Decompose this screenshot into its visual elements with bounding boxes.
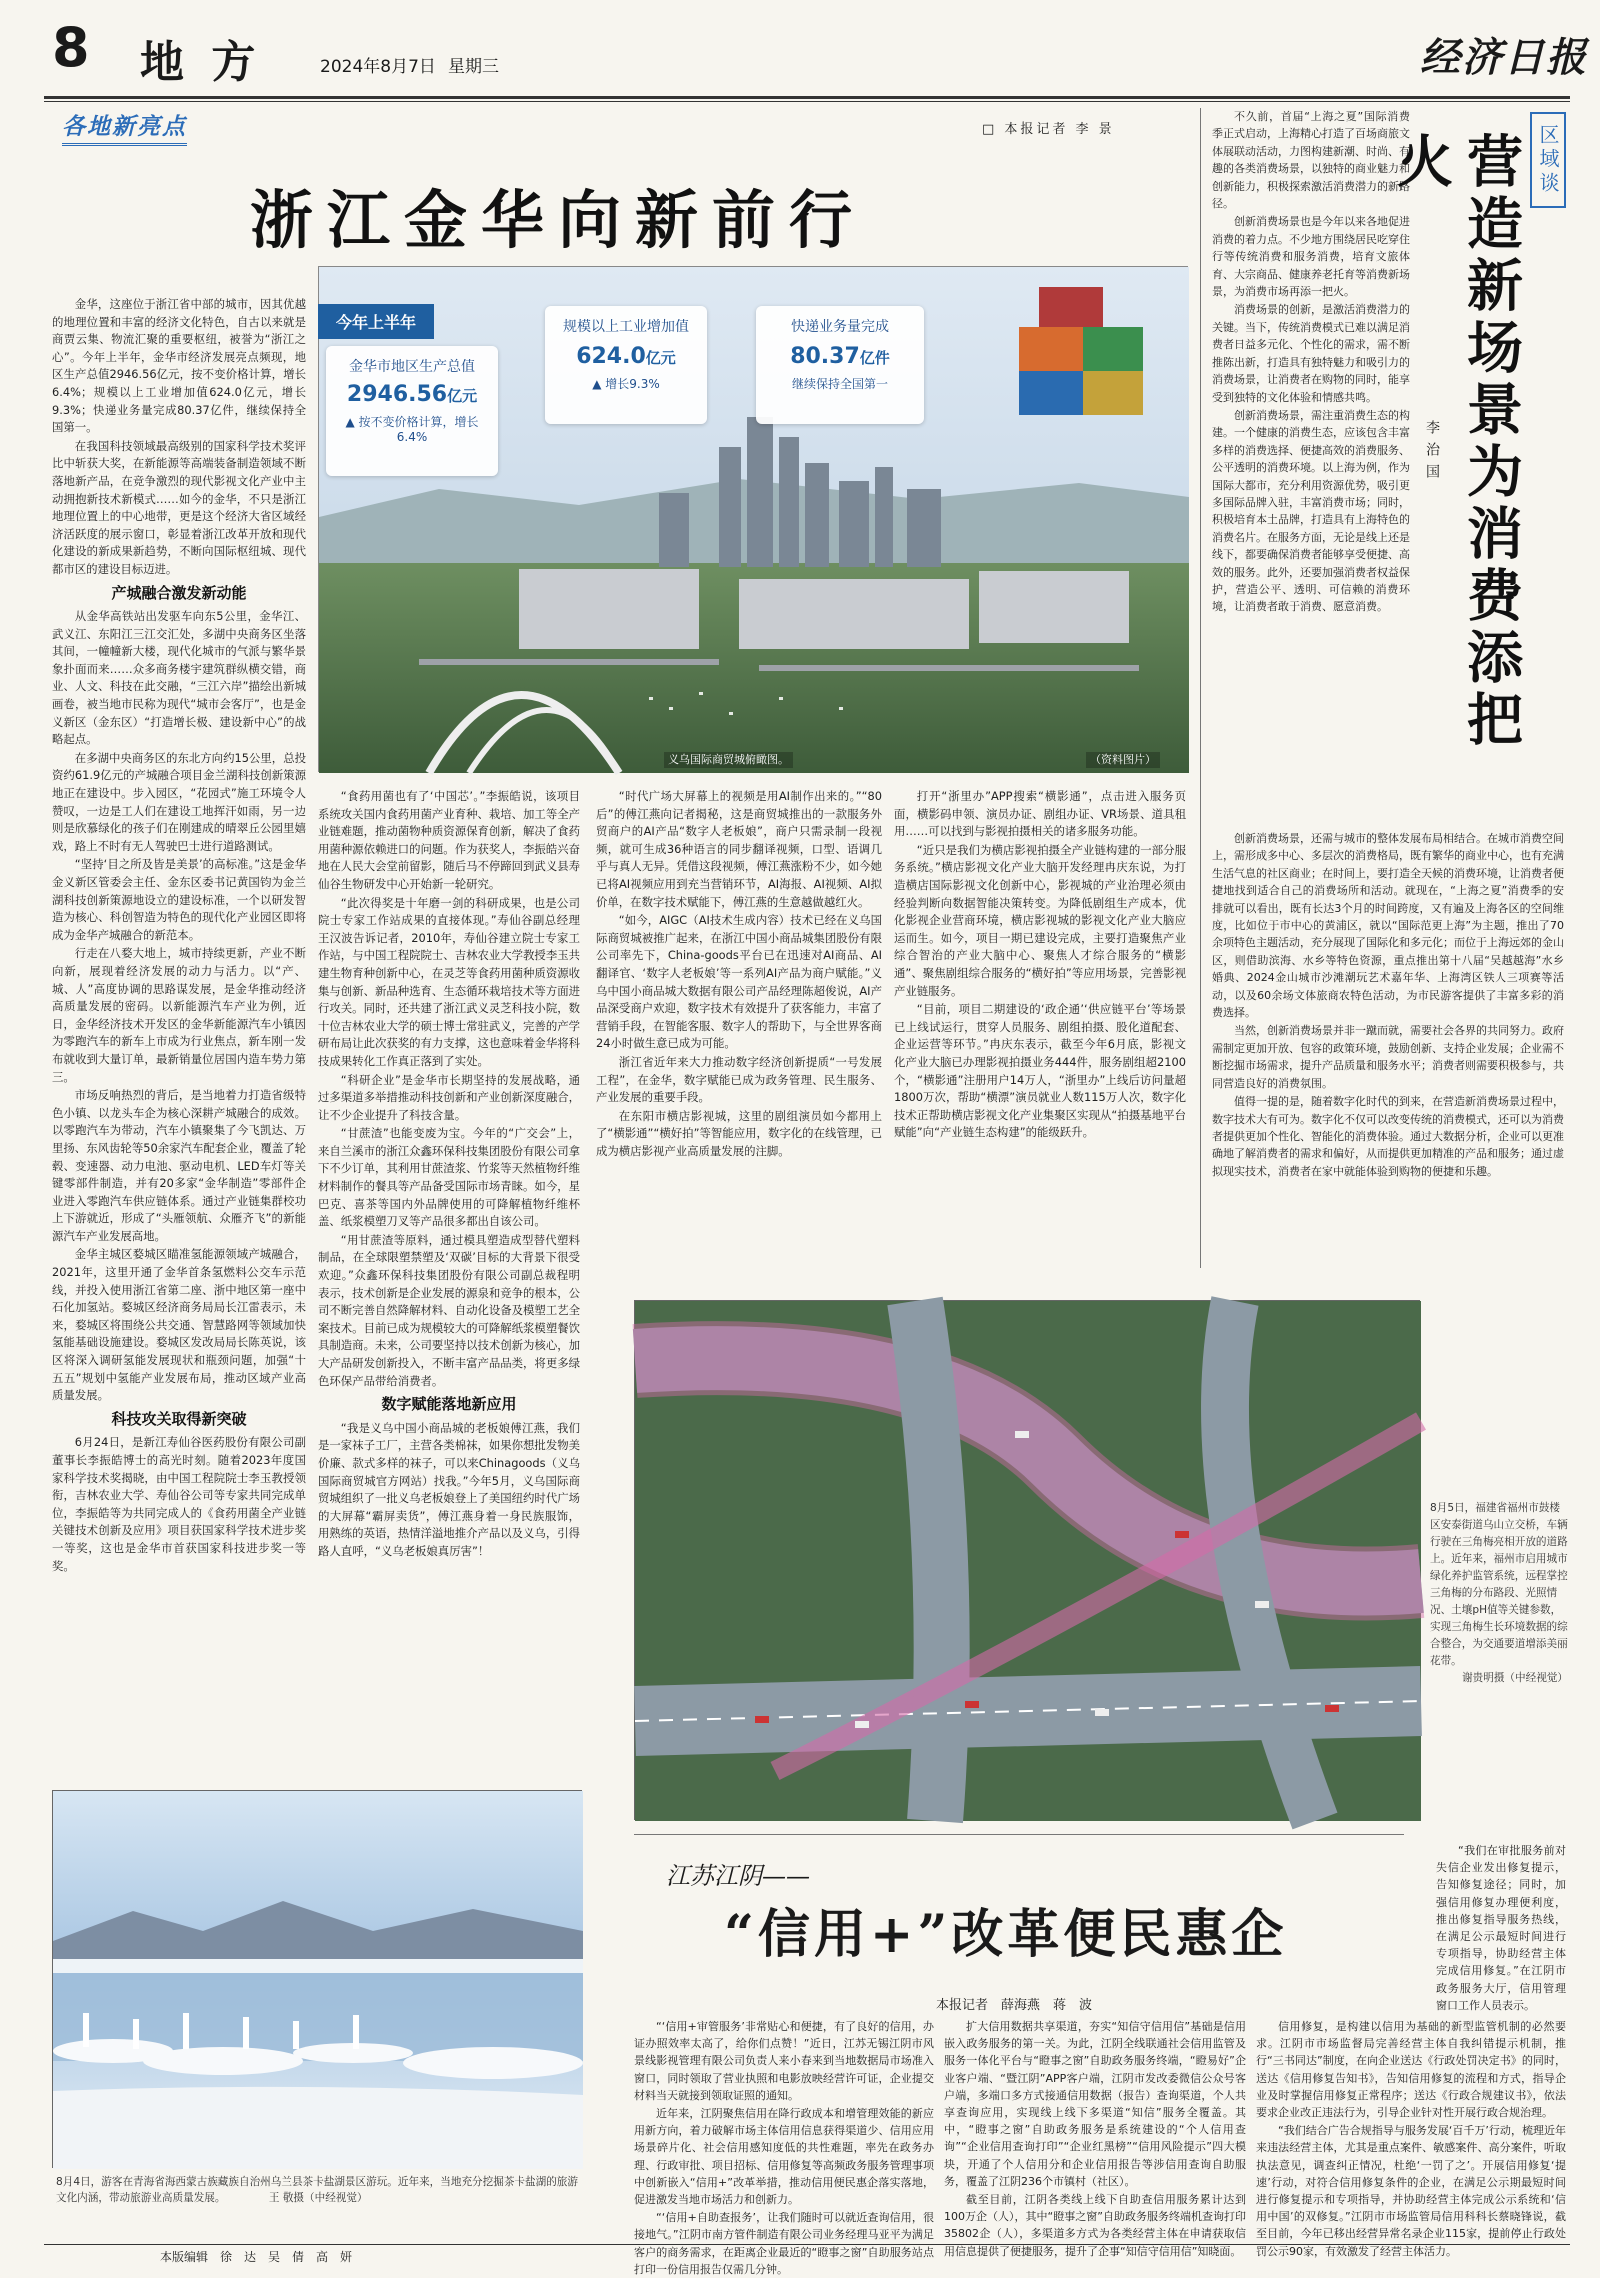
column-tag: 各地新亮点 (62, 108, 187, 146)
jiangyin-kicker: 江苏江阴—— (666, 1862, 810, 1890)
body-paragraph: 打开“浙里办”APP搜索“横影通”，点击进入服务页面，横影码申领、演员办证、剧组办证、VR场景、道具租用……可以找到与影视拍摄相关的诸多服务功能。 (894, 789, 1186, 839)
masthead-rule-thin (44, 101, 1570, 102)
jiangyin-column-2 (944, 2018, 1246, 2258)
intro-paragraph: 金华，这座位于浙江省中部的城市，因其优越的地理位置和丰富的经济文化特色，自古以来就是商贾云集、物流汇聚的重要枢纽，被誉为“浙江之心”。今年上半年，金华市经济发展亮点频现，地区生产总值2946.56亿元，按不变价格计算，增长6.4%；规模以上工业增加值624.0亿元，增长9.3%；快递业务量完成80.37亿件，继续保持全国第一。 (52, 297, 306, 435)
gdp-value (326, 382, 498, 407)
jiangyin-top-rule (634, 1834, 1404, 1835)
commentary-author: 李治国 (1424, 420, 1440, 486)
jiangyin-column-4 (1256, 2018, 1566, 2258)
gdp-box (326, 346, 498, 476)
article-column-2 (318, 788, 580, 1778)
interchange-illustration (635, 1301, 1421, 1821)
body-paragraph: 在东阳市横店影视城，这里的剧组演员如今都用上了“横影通”“横好拍”等智能应用，数字化的在线管理，已成为横店影视产业高质量发展的注脚。 (596, 1108, 882, 1158)
jiangyin-column-1 (634, 2018, 934, 2276)
jiangyin-paragraph: 截至目前，江阴各类线上线下自助查信用服务累计达到100万企（人），其中“瞪事之窗”自助政务服务终端机查询打印35802企（人），多渠道多方式为各类经营主体在申请获取信用信息提供了便捷服务，提升了企事“知信守信用信”知晓面。 (944, 2193, 1246, 2258)
interchange-caption-text: 8月5日，福建省福州市鼓楼区安泰街道乌山立交桥，车辆行驶在三角梅亮相开放的道路上。近年来，福州市启用城市绿化养护监管系统，远程掌控三角梅的分布路段、光照情况、土壤pH值等关键参数，实现三角梅生长环境数据的综合整合，为交通要道增添美丽花带。 (1430, 1502, 1568, 1667)
footer-rule (44, 2244, 1570, 2245)
jiangyin-headline: “信用+”改革便民惠企 (724, 1904, 1288, 1965)
section-heading: 科技攻关取得新突破 (111, 1409, 247, 1428)
gdp-unit: 亿元 (447, 387, 478, 405)
jiangyin-paragraph: “我们结合广告合规指导与服务发展‘百千万’行动，梳理近年来违法经营主体，尤其是重点案件、敏感案件、高分案件，听取执法意见，调查纠正情况，杜绝‘一罚了之’。开展信用修复‘提速’行动，对符合信用修复条件的企业，在满足公示期最短时间进行修复提示和专项指导，并协助经营主体完成公示系统和‘信用中国’的双修复。”江阴市市场监管局信用科科长蔡晓锋说，截至目前，今年已移出经营异常名录企业115家，提前停止行政处罚公示90家，有效激发了经营主体活力。 (1256, 2124, 1566, 2258)
body-paragraph: 市场反响热烈的背后，是当地着力打造省级特色小镇、以龙头车企为核心深耕产城融合的成效。以零跑汽车为带动，汽车小镇聚集了今飞凯达、万里扬、东风齿轮等50余家汽车配套企业，覆盖了轮毂、变速器、动力电池、驱动电机、LED车灯等关键零部件制造，并有20多家“金华制造”零部件企业进入零跑汽车供应链体系。通过产业链集群校功上下游就近，形成了“头雁领航、众雁齐飞”的新能源汽车产业发展高地。 (52, 1088, 306, 1243)
body-paragraph: “目前，项目二期建设的‘政企通’‘供应链平台’等场景已上线试运行，贯穿人员服务、剧组拍摄、股化道配套、企业运营等环节。”冉庆东表示，截至今年6月底，影视文化产业大脑已办理影视拍摄业务444件，服务剧组超2100个，“横影通”注册用户14万人，“浙里办”上线后访问量超1800万次，帮助“横漂”演员就业人数115万人次，数字化技术正帮助横店影视文化产业集聚区实现从“拍摄基地平台赋能”向“产业链生态构建”的能级跃升。 (894, 1002, 1186, 1140)
commentary-headline: 营造新场景为消费添把火 (1388, 132, 1524, 752)
hero-photo (318, 266, 1188, 772)
hero-photo-credit: （资料图片） (1086, 752, 1160, 768)
industry-label: 规模以上工业增加值 (563, 319, 689, 335)
commentary-column-bottom (1212, 830, 1564, 1266)
salt-lake-caption (56, 2174, 586, 2206)
headline: 浙江金华向新前行 (250, 183, 866, 257)
commentary-paragraph: 创新消费场景，需注重消费生态的构建。一个健康的消费生态，应该包含丰富多样的消费选择、便捷高效的消费服务、公平透明的消费环境。以上海为例，作为国际大都市，充分利用资源优势，吸引更多国际品牌入驻，丰富消费市场；同时，积极培育本土品牌，打造具有上海特色的消费名片。在服务方面，无论是线上还是线下，都要确保消费者能够享受便捷、高效的服务。此外，还要加强消费者权益保护，营造公平、透明、可信赖的消费环境，让消费者敢于消费、愿意消费。 (1212, 408, 1410, 614)
express-unit: 亿件 (859, 349, 890, 367)
body-paragraph: “此次得奖是十年磨一剑的科研成果，也是公司院士专家工作站成果的直接体现。”寿仙谷副总经理王汉波告诉记者，2010年，寿仙谷建立院士专家工作站，与中国工程院院士、吉林农业大学教授李玉共建生物育种创新中心，在灵芝等食药用菌种质资源收集与创新、新品种选育、生态循环栽培技术等方面进行攻关。同时，还共建了浙江武义灵芝科技小院，数十位吉林农业大学的硕士博士常驻武义，完善的产学研布局让此次获奖的有力支撑，这也意味着金华将科技成果转化工作真正落到了实处。 (318, 895, 580, 1068)
jiangyin-paragraph: 信用修复，是构建以信用为基础的新型监管机制的必然要求。江阴市市场监督局完善经营主体自我纠错提示机制，推行“三书同达”制度，在向企业送达《行政处罚决定书》的同时，送达《信用修复告知书》，告知信用修复的流程和方式，指导企业及时掌握信用修复正常程序；送达《行政合规建议书》，依法要求企业改正违法行为，引导企业针对性开展行政合规治理。 (1256, 2020, 1566, 2120)
body-paragraph: 金华主城区婺城区瞄准氢能源领域产城融合，2021年，这里开通了金华首条氢燃料公交车示范线，并投入使用浙江省第二座、浙中地区第一座中石化加氢站。婺城区经济商务局局长江雷表示，未来，婺城区将围绕公共交通、智慧路网等领域加快氢能基础设施建设。婺城区发改局局长陈英说，该区将深入调研氢能发展现状和瓶颈问题，加强“十五五”规划中氢能产业发展布局，推动区域产业高质量发展。 (52, 1247, 306, 1403)
jiangyin-paragraph: “‘信用+自助查报务’，让我们随时可以就近查询信用，很接地气。”江阴市南方管件制造有限公司业务经理马亚平为满足客户的商务需求，在距离企业最近的“瞪事之窗”自助服务站点打印一份信用报告仅需几分钟。 (634, 2211, 934, 2276)
body-paragraph: 6月24日，是新江寿仙谷医药股份有限公司副董事长李振皓博士的高光时刻。随着2023年度国家科学技术奖揭晓，由中国工程院院士李玉教授领衔，吉林农业大学、寿仙谷公司等专家共同完成单位，李振皓等为共同完成人的《食药用菌全产业链关键技术创新及应用》项目获国家科学技术进步奖一等奖，这也是金华市首获国家科技进步奖一等奖。 (52, 1435, 306, 1573)
issue-date: 2024年8月7日 (320, 57, 436, 77)
section-heading: 数字赋能落地新应用 (381, 1395, 517, 1414)
newspaper-logo: 经济日报 (1420, 34, 1588, 81)
jiangyin-byline: 本报记者 薛海燕 蒋 波 (936, 1998, 1093, 2013)
jiangyin-column-3 (1436, 1842, 1566, 2018)
city-aerial-illustration (319, 267, 1189, 773)
industry-box (545, 306, 707, 424)
interchange-photo (634, 1300, 1420, 1820)
express-value (756, 344, 924, 369)
industry-growth: ▲ 增长9.3% (592, 377, 660, 391)
body-paragraph: 从金华高铁站出发驱车向东5公里，金华江、武义江、东阳江三江交汇处，多湖中央商务区坐落其间，一幢幢新大楼，现代化城市的气派与繁华景象扑面而来……众多商务楼宇建筑群纵横交错，商业、人文、科技在此交融，“三江六岸”描绘出新城画卷，被当地市民称为现代“城市会客厅”，也是金义新区（金东区）“打造增长极、建设新中心”的战略起点。 (52, 609, 306, 747)
article-column-1 (52, 296, 306, 1774)
body-paragraph: 在多湖中央商务区的东北方向约15公里，总投资约61.9亿元的产城融合项目金兰湖科技创新策源地正在建设中。步入园区，“花园式”施工环境令人赞叹，一边是工人们在建设工地挥汗如雨，另一边则是欣慕绿化的孩子们在刚建成的晴翠丘公园里嬉戏，路上不时有无人驾驶巴士进行道路测试。 (52, 750, 306, 853)
masthead-rule (44, 96, 1570, 99)
page-number: 8 (52, 16, 90, 79)
commentary-paragraph: 值得一提的是，随着数字化时代的到来，在营造新消费场景过程中，数字技术大有可为。数字化不仅可以改变传统的消费模式，还可以为消费者提供更加个性化、智能化的消费体验。通过大数据分析，企业可以更准确地了解消费者的需求和偏好，从而提供更加精准的产品和服务；通过虚拟现实技术，消费者在家中就能体验到购物的便捷和乐趣。 (1212, 1095, 1564, 1178)
commentary-column-tag: 区域谈 (1530, 112, 1566, 208)
industry-unit: 亿元 (645, 349, 676, 367)
commentary-paragraph: 当然，创新消费场景并非一蹴而就，需要社会各界的共同努力。政府需制定更加开放、包容的政策环境，鼓励创新、支持企业发展；企业需不断挖掘市场需求，提升产品质量和服务水平；消费者则需要积极参与，共同营造良好的消费氛围。 (1212, 1024, 1564, 1090)
industry-number: 624.0 (576, 344, 646, 369)
commentary-paragraph: 创新消费场景也是今年以来各地促进消费的着力点。不少地方围绕居民吃穿住行等传统消费和服务消费，培育文旅体育、大宗商品、健康养老托育等消费新场景，为消费市场再添一把火。 (1212, 215, 1410, 299)
jiangyin-paragraph: 扩大信用数据共享渠道，夯实“知信守信用信”基础是信用嵌入政务服务的第一关。为此，江阴全线联通社会信用监管及服务一体化平台与“瞪事之窗”自助政务服务终端，“瞪易好”企业客户端、“暨江阴”APP客户端，江阴市发改委微信公众号客户端，多端口多方式接通信用数据（报告）查询渠道，个人共享查询应用，实现线上线下多渠道“知信”服务全覆盖。其中，“瞪事之窗”自助政务服务是系统建设的“个人信用查询”“企业信用查询打印”“企业红黑榜”“信用风险提示”四大模块，开通了个人信用分和企业信用报告等涉信用查询自助服务，覆盖了江阴236个市镇村（社区）。 (944, 2020, 1246, 2188)
commentary-paragraph: 不久前，首届“上海之夏”国际消费季正式启动，上海精心打造了百场商旅文体展联动活动，力图构建新潮、时尚、有趣的各类消费场景，以独特的商业魅力和创新能力，积极探索激活消费潜力的新路径。 (1212, 110, 1410, 211)
salt-lake-caption-text: 8月4日，游客在青海省海西蒙古族藏族自治州乌兰县茶卡盐湖景区游玩。近年来，当地充分挖掘茶卡盐湖的旅游文化内涵，带动旅游业高质量发展。 (56, 2176, 578, 2204)
body-paragraph: “时代广场大屏幕上的视频是用AI制作出来的。”“80后”的傅江燕向记者揭秘，这是商贸城推出的一款服务外贸商户的AI产品“数字人老板娘”，商户只需录制一段视频，就可生成36种语言的同步翻译视频，口型、语调几乎与真人无异。凭借这段视频，傅江燕涨粉不少，如今她已将AI视频应用到充当营销环节，AI海报、AI视频、AI拟价单，在数字技术赋能下，傅江燕的生意越做越红火。 (596, 789, 882, 909)
hero-photo-caption: 义乌国际商贸城俯瞰图。 (664, 752, 793, 768)
express-box (756, 306, 924, 424)
body-paragraph: 行走在八婺大地上，城市持续更新，产业不断向新，展现着经济发展的动力与活力。以“产、城、人”高度协调的思路谋发展，是金华推动经济高质量发展的密码。以新能源汽车产业为例，近日，金华经济技术开发区的金华新能源汽车小镇因为零跑汽车的新车上市成为行业焦点，新车刚一发布就收到大量订单，最新销量位居国内造车势力第三。 (52, 946, 306, 1084)
commentary-paragraph: 创新消费场景，还需与城市的整体发展布局相结合。在城市消费空间上，需形成多中心、多层次的消费格局，既有繁华的商业中心，也有充满生活气息的社区商业；在时间上，要打造全天候的消费环境，让消费者便捷地找到适合自己的消费场所和活动。就现在，“上海之夏”消费季的安排就可以看出，既有长达3个月的时间跨度，又有遍及上海各区的空间维度，比如位于市中心的黄浦区，就以“国际范更上海”为主题，推出了70余项特色主题活动，充分展现了国际化和多元化；而位于上海远郊的金山区，则借助滨海、水乡等特色资源，重点推出第十八届“吴越越海”水乡婚典、2024金山城市沙滩潮玩艺术嘉年华、上海湾区铁人三项赛等活动，以及60余场文体旅商农特色活动，为市民游客提供了丰富多彩的消费选择。 (1212, 832, 1564, 1020)
interchange-caption (1430, 1500, 1568, 1687)
jiangyin-paragraph: “‘信用+审管服务’非常贴心和便捷，有了良好的信用，办证办照效率太高了，给你们点赞！”近日，江苏无锡江阴市风景线影视管理有限公司负责人来小春来到当地数据局市场准入窗口，同时领取了营业执照和电影放映经营许可证，企业提交材料当天就接到领取证照的通知。 (634, 2020, 934, 2102)
express-note: 继续保持全国第一 (791, 377, 888, 391)
body-paragraph: “科研企业”是金华市长期坚持的发展战略，通过多渠道多举措推动科技创新和产业创新深度融合，让不少企业提升了科技含量。 (318, 1072, 580, 1122)
editor-credit: 本版编辑 徐 达 吴 倩 高 妍 (160, 2250, 353, 2264)
intro-paragraph: 在我国科技领域最高级别的国家科学技术奖评比中斩获大奖，在新能源等高端装备制造领域不断落地新产品，在竞争激烈的现代影视文化产业中主动拥抱新技术新模式……如今的金华，不只是浙江地理位置上的中心地带，更是这个经济大省区域经济活跃度的展示窗口，彰显着浙江改革开放和现代化建设的新成果新趋势，不断向国际枢纽城、现代都市区的建设目标迈进。 (52, 438, 306, 576)
body-paragraph: “近只是我们为横店影视拍摄全产业链构建的一部分服务系统。”横店影视文化产业大脑开发经理冉庆东说，为打造横店国际影视文化创新中心，影视城的产业治理必须由经验判断向数据智能决策转变。为降低剧组生产成本，优化影视企业营商环境，横店影视城的影视文化产业大脑应运而生。如今，项目一期已建设完成，主要打造聚焦产业综合智治的产业大脑中心、聚焦人才综合服务的“横影通”、聚焦剧组综合服务的“横好拍”等应用场景，完善影视产业链服务。 (894, 842, 1186, 998)
body-paragraph: “坚持‘目之所及皆是美景’的高标准。”这是金华金义新区管委会主任、金东区委书记黄国钧为金兰湖科技创新策源地设立的建设标准，一个以研发智造为核心、科创智造为特色的现代化产业园区即将成为金华产城融合的新范本。 (52, 857, 306, 942)
body-paragraph: “如今，AIGC（AI技术生成内容）技术已经在义乌国际商贸城被推广起来，在浙江中国小商品城集团股份有限公司率先下，China-goods平台已在迅速对AI商品、AI翻译官、‘数字人老板娘’等一系列AI产品为商户赋能。”义乌中国小商品城大数据有限公司产品经理陈超俊说，AI产品深受商户欢迎，数字技术有效提升了获客能力，丰富了营销手段，在智能客服、数字人的帮助下，与全世界客商24小时做生意已成为可能。 (596, 913, 882, 1051)
industry-value (545, 344, 707, 369)
period-badge: 今年上半年 (318, 304, 434, 339)
commentary-column-top (1212, 108, 1410, 828)
byline: □ 本报记者 李 景 (982, 122, 1115, 137)
express-number: 80.37 (790, 344, 860, 369)
body-paragraph: “食药用菌也有了‘中国芯’。”李振皓说，该项目系统攻关国内食药用菌产业育种、栽培、加工等全产业链难题，推动菌物种质资源保育创新，解决了食药用菌种源依赖进口的问题。作为获奖人，李振皓兴奋地在人民大会堂前留影，随后马不停蹄回到武义县寿仙谷生物研发中心开始新一轮研究。 (318, 789, 580, 891)
express-label: 快递业务量完成 (791, 319, 889, 335)
body-paragraph: “我是义乌中国小商品城的老板娘傅江燕，我们是一家袜子工厂，主营各类棉袜，如果你想批发物美价廉、款式多样的袜子，可以来Chinagoods（义乌国际商贸城官方网站）找我。”今年5月，义乌国际商贸城组织了一批义乌老板娘登上了美国纽约时代广场的大屏幕“霸屏卖货”，傅江燕身着一身民族服饰，用熟练的英语，热情洋溢地推介产品以及义乌，引得路人直呼，“义乌老板娘真厉害”！ (318, 1420, 580, 1558)
salt-lake-photo (52, 1790, 582, 2168)
jiangyin-paragraph: 近年来，江阴聚焦信用在降行政成本和增管理效能的新应用新方向，着力破解市场主体信用信息获得渠道少、信用应用场景碎片化、社会信用感知度低的共性难题，率先在政务办理、行政审批、项目招标、信用修复等高频政务服务管理事项中创新嵌入“信用+”改革举措，推动信用便民惠企落实落地，促进激发当地市场活力和创新力。 (634, 2107, 934, 2207)
gdp-label: 金华市地区生产总值 (349, 359, 475, 375)
page-section: 地 方 (140, 37, 262, 88)
article-column-4 (894, 788, 1186, 1278)
jiangyin-paragraph: “我们在审批服务前对失信企业发出修复提示，告知修复途径；同时，加强信用修复办理便利度，推出修复指导服务热线，在满足公示最短时间进行专项指导，协助经营主体完成信用修复。”在江阴市政务服务大厅，信用管理窗口工作人员表示。 (1436, 1844, 1566, 2012)
gdp-number: 2946.56 (346, 382, 448, 407)
column-divider (1200, 108, 1201, 1268)
commentary-paragraph: 消费场景的创新，是激活消费潜力的关键。当下，传统消费模式已难以满足消费者日益多元化、个性化的需求，需不断推陈出新，打造具有独特魅力和吸引力的消费场景，让消费者在购物的同时，能享受到独特的文化体验和情感共鸣。 (1212, 303, 1410, 404)
section-heading: 产城融合激发新动能 (111, 583, 247, 602)
gdp-growth: ▲ 按不变价格计算，增长6.4% (345, 415, 479, 444)
salt-lake-credit: 王 敬摄（中经视觉） (268, 2192, 368, 2204)
body-paragraph: “用甘蔗渣等原料，通过模具塑造成型替代塑料制品，在全球限塑禁塑及‘双碳’目标的大背景下很受欢迎。”众鑫环保科技集团股份有限公司副总裁程明表示，技术创新是企业发展的源泉和竞争的根本，公司不断完善自然降解材料、自动化设备及模塑工艺全案技术。目前已成为规模较大的可降解纸浆模塑餐饮具制造商。未来，公司要坚持以技术创新为核心，加大产品研发创新投入，不断丰富产品品类，将更多绿色环保产品带给消费者。 (318, 1232, 580, 1388)
body-paragraph: “甘蔗渣”也能变废为宝。今年的“广交会”上，来自兰溪市的浙江众鑫环保科技集团股份有限公司拿下不少订单，其利用甘蔗渣浆、竹浆等天然植物纤维材料制作的餐具等产品备受国际市场青睐。如今，星巴克、喜茶等国内外品牌使用的可降解植物纤维杯盖、纸浆模塑刀叉等产品很多都出自该公司。 (318, 1126, 580, 1229)
issue-weekday: 星期三 (448, 57, 499, 77)
interchange-credit: 谢贵明摄（中经视觉） (1462, 1672, 1568, 1684)
masthead (0, 0, 1600, 98)
article-column-3 (596, 788, 882, 1278)
salt-lake-illustration (53, 1791, 583, 2169)
body-paragraph: 浙江省近年来大力推动数字经济创新提质“一号发展工程”，在金华，数字赋能已成为政务管理、民生服务、产业发展的重要手段。 (596, 1054, 882, 1105)
